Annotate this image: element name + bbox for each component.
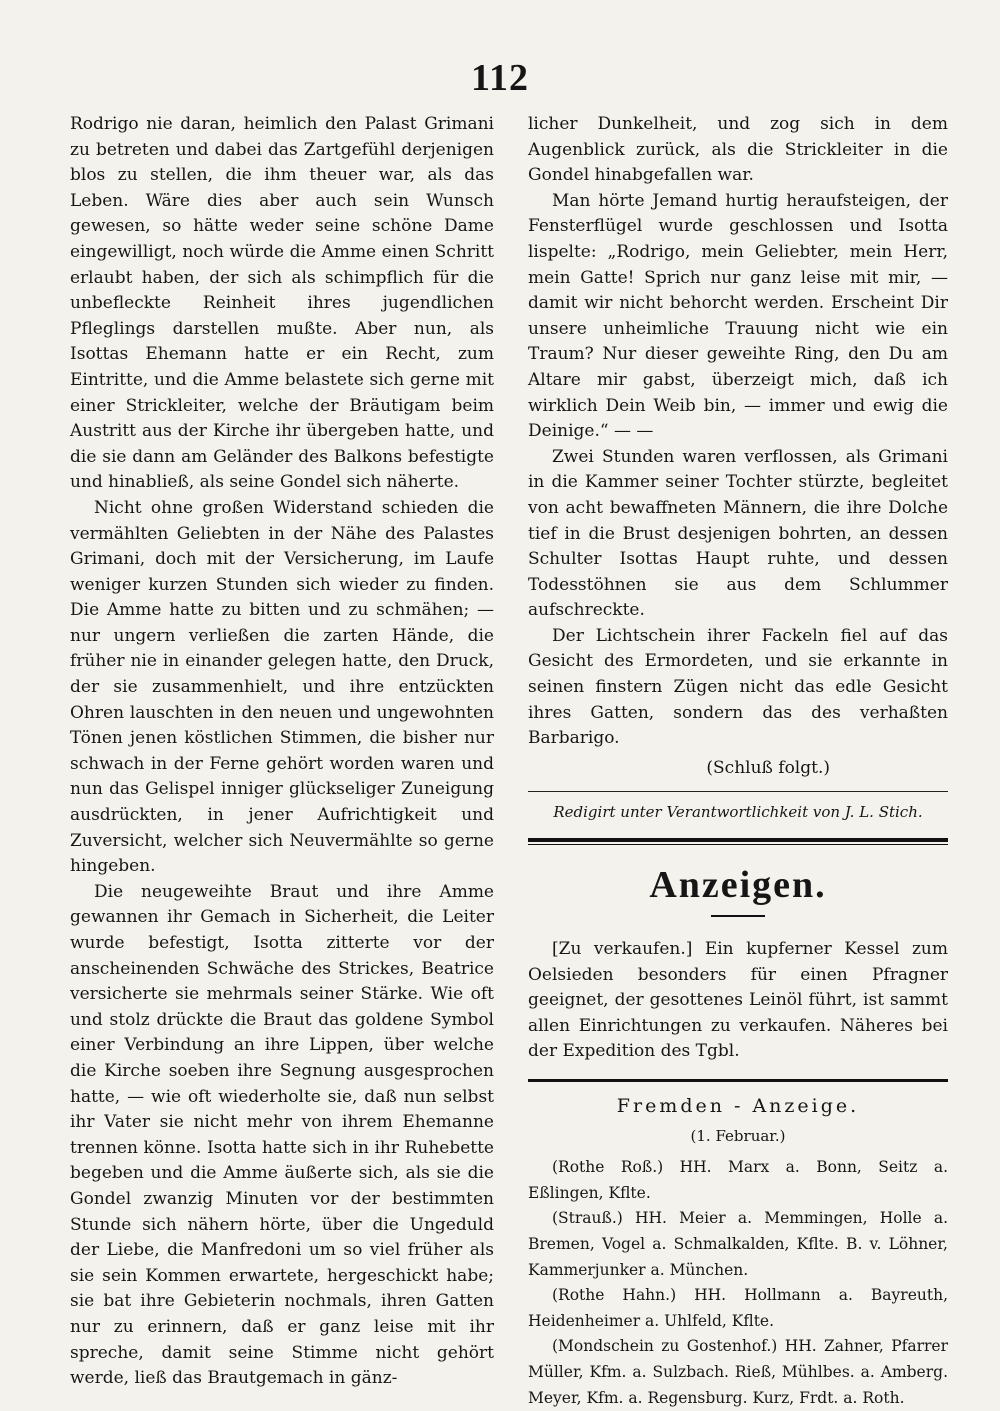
story-paragraph: Man hörte Jemand hurtig heraufsteigen, der Fensterflügel wurde geschlossen und Isotta lispelte: „Rodrigo, mein Geliebter, mein Herr, mein Gatte! Sprich nur ganz leise mit mir, — damit wir nicht behorcht werden. Erscheint Dir unsere unheimliche Trauung nicht wie ein Traum? Nur dieser geweihte Ring, den Du am Altare mir gabst, überzeigt mich, daß ich wirklich Dein Weib bin, — immer und ewig die Deinige.“ — — [528, 190, 948, 442]
story-paragraph: Der Lichtschein ihrer Fackeln fiel auf das Gesicht des Ermordeten, und sie erkannte in seinen finstern Zügen nicht das edle Gesicht ihres Gatten, sondern das des verhaßten Barbarigo. [528, 625, 948, 749]
right-column [528, 112, 948, 1411]
editor-credit: Redigirt unter Verantwortlichkeit von J. L. Stich. [553, 803, 923, 822]
visitor-entry: (Strauß.) HH. Meier a. Memmingen, Holle a. Bremen, Vogel a. Schmalkalden, Kflte. B. v. Löhner, Kammerjunker a. München. [528, 1209, 948, 1279]
story-paragraph: Nicht ohne großen Widerstand schieden die vermählten Geliebten in der Nähe des Palastes Grimani, doch mit der Versicherung, im Laufe weniger kurzen Stunden sich wieder zu finden. Die Amme hatte zu bitten und zu schmähen; — nur ungern verließen die zarten Hände, die früher nie in einander gelegen hatte, den Druck, der sie zusammenhielt, und ihre entzückten Ohren lauschten in den neuen und ungewohnten Tönen jenen köstlichen Stimmen, die bisher nur schwach in der Ferne gehört worden waren und nun das Gelispel inniger glückseliger Zuneigung ausdrückten, in jener Aufrichtigkeit und Zuversicht, welcher sich Neuvermählte so gerne hingeben. [70, 497, 494, 877]
visitor-entry: (Mondschein zu Gostenhof.) HH. Zahner, Pfarrer Müller, Kfm. a. Sulzbach. Rieß, Mühlbes. a. Amberg. Meyer, Kfm. a. Regensburg. Kurz, Frdt. a. Roth. [528, 1337, 948, 1407]
divider-short [711, 915, 765, 917]
ads-section-title: Anzeigen. [649, 864, 827, 907]
visitor-entry: (Rothe Hahn.) HH. Hollmann a. Bayreuth, Heidenheimer a. Uhlfeld, Kflte. [528, 1286, 948, 1330]
to-be-continued-note: (Schluß folgt.) [706, 757, 830, 778]
sale-advertisement: [Zu verkaufen.] Ein kupferner Kessel zum Oelsieden besonders für einen Pfragner geeignet, der gesottenes Leinöl führt, ist sammt allen Einrichtungen zu verkaufen. Näheres bei der Expedition des Tgbl. [528, 939, 948, 1062]
story-paragraph: licher Dunkelheit, und zog sich in dem Augenblick zurück, als die Strickleiter in die Gondel hinabgefallen war. [528, 114, 948, 186]
visitors-date: (1. Februar.) [690, 1126, 786, 1145]
visitor-entry: (Rothe Roß.) HH. Marx a. Bonn, Seitz a. Eßlingen, Kflte. [528, 1158, 948, 1202]
divider-thick [528, 838, 948, 842]
story-paragraph: Rodrigo nie daran, heimlich den Palast Grimani zu betreten und dabei das Zartgefühl derjenigen blos zu stellen, die ihm theuer war, als das Leben. Wäre dies aber auch sein Wunsch gewesen, so hätte weder seine schöne Dame eingewilligt, noch würde die Amme einen Schritt erlaubt haben, der sich als schimpflich für die unbefleckte Reinheit ihres jugendlichen Pfleglings darstellen mußte. Aber nun, als Isottas Ehemann hatte er ein Recht, zum Eintritte, und die Amme belastete sich gerne mit einer Strickleiter, welche der Bräutigam beim Austritt aus der Kirche ihr übergeben hatte, und die sie dann am Geländer des Balkons befestigte und hinabließ, als seine Gondel sich näherte. [70, 114, 494, 493]
divider [528, 844, 948, 845]
divider [528, 791, 948, 792]
page-number: 112 [471, 57, 529, 99]
left-column [70, 112, 494, 1392]
visitors-section-title: Fremden - Anzeige. [616, 1095, 860, 1117]
story-paragraph: Die neugeweihte Braut und ihre Amme gewannen ihr Gemach in Sicherheit, die Leiter wurde befestigt, Isotta zitterte vor der anscheinenden Schwäche des Strickes, Beatrice versicherte sie mehrmals seiner Stärke. Wie oft und stolz drückte die Braut das goldene Symbol einer Verbindung an ihre Lippen, über welche die Kirche soeben ihre Segnung ausgesprochen hatte, — wie oft wiederholte sie, daß nun selbst ihr Vater sie nicht mehr von ihrem Ehemanne trennen könne. Isotta hatte sich in ihr Ruhebette begeben und die Amme äußerte sich, als sie die Gondel zwanzig Minuten vor der bestimmten Stunde sich nähern hörte, über die Ungeduld der Liebe, die Manfredoni um so viel früher als sie sein Kommen erwartete, hergeschickt habe; sie bat ihre Gebieterin nochmals, ihren Gatten nur zu erinnern, daß er ganz leise mit ihr spreche, damit seine Stimme nicht gehört werde, ließ das Brautgemach in gänz- [70, 881, 494, 1389]
story-paragraph: Zwei Stunden waren verflossen, als Grimani in die Kammer seiner Tochter stürzte, begleitet von acht bewaffneten Männern, die ihre Dolche tief in die Brust desjenigen bohrten, an dessen Schulter Isottas Haupt ruhte, und dessen Todesstöhnen sie aus dem Schlummer aufschreckte. [528, 446, 948, 621]
divider [528, 1079, 948, 1082]
